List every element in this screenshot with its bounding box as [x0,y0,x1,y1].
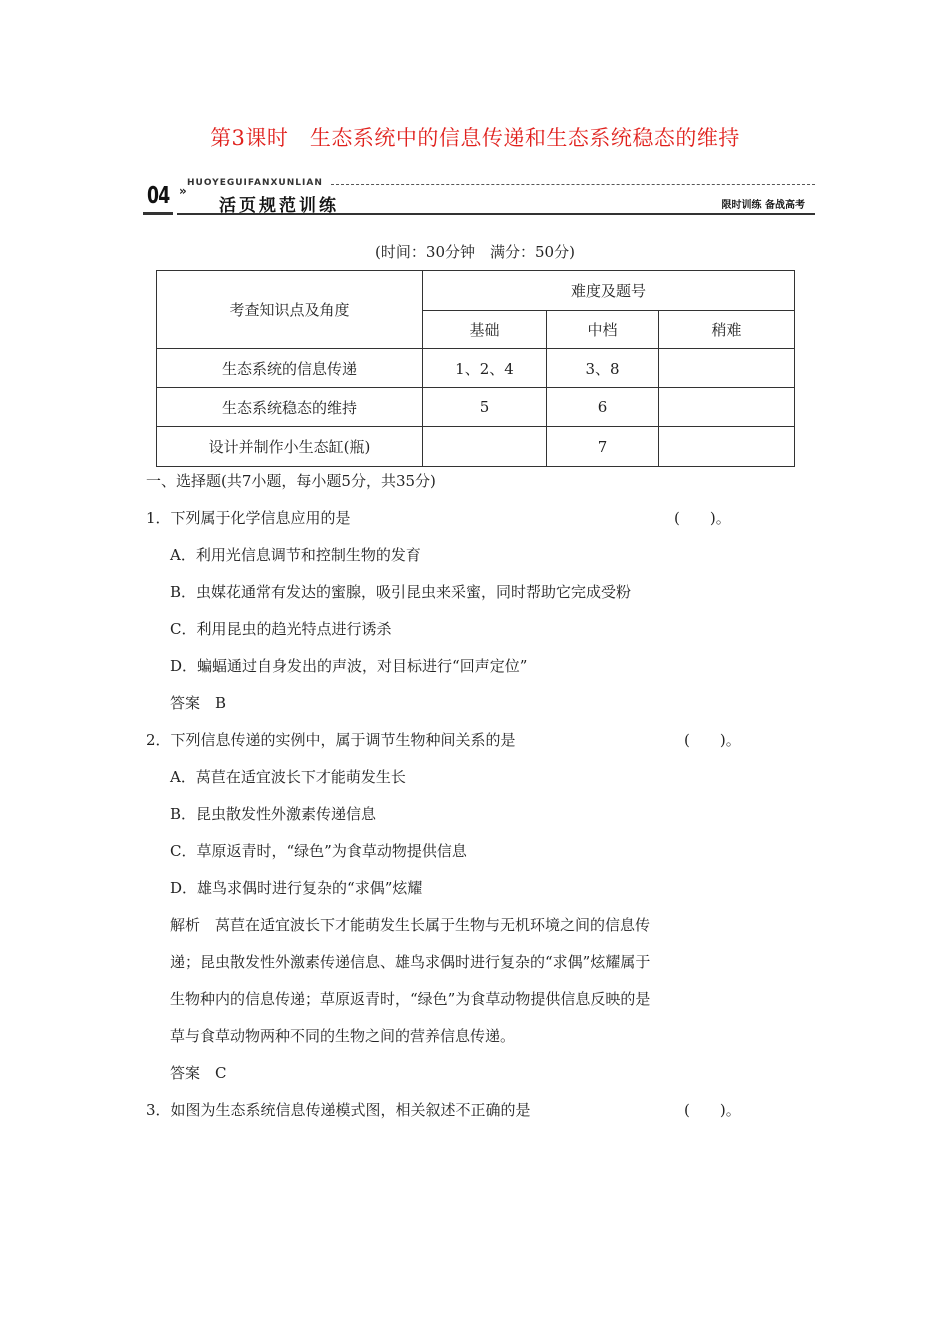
table-cell-basic [423,427,547,467]
table-cell-topic: 设计并制作小生态缸(瓶) [157,427,423,467]
banner-dashed-rule [331,184,815,185]
banner-rule [177,213,815,215]
question-1-option-d: D．蝙蝠通过自身发出的声波，对目标进行“回声定位” [170,657,528,675]
question-1-answer: 答案 B [170,694,227,712]
question-1-stem: 1．下列属于化学信息应用的是 [146,509,351,527]
table-cell-basic: 1、2、4 [423,349,547,388]
question-3-stem: 3．如图为生态系统信息传递模式图，相关叙述不正确的是 [146,1101,531,1119]
table-cell-topic: 生态系统稳态的维持 [157,388,423,427]
table-row [157,427,795,467]
question-2-stem: 2．下列信息传递的实例中，属于调节生物种间关系的是 [146,731,516,749]
table-cell-basic: 5 [423,388,547,427]
table-cell-topic: 生态系统的信息传递 [157,349,423,388]
question-2-bracket: ( )。 [684,731,741,749]
table-row [157,349,795,388]
table-level-basic: 基础 [423,311,547,349]
double-chevron-icon: » [179,184,187,198]
question-2-option-c: C．草原返青时，“绿色”为食草动物提供信息 [170,842,467,860]
question-1-option-c: C．利用昆虫的趋光特点进行诱杀 [170,620,392,638]
question-2-analysis-line: 递；昆虫散发性外激素传递信息、雄鸟求偶时进行复杂的“求偶”炫耀属于 [170,953,651,971]
question-1-option-a: A．利用光信息调节和控制生物的发育 [170,546,421,564]
table-cell-hard [659,349,795,388]
question-2-option-a: A．莴苣在适宜波长下才能萌发生长 [170,768,406,786]
table-cell-medium: 3、8 [547,349,659,388]
table-row [157,388,795,427]
table-header-knowledge: 考查知识点及角度 [157,271,423,349]
knowledge-table [156,270,795,467]
question-2-answer: 答案 C [170,1064,227,1082]
table-level-hard: 稍难 [659,311,795,349]
time-info: (时间：30分钟 满分：50分) [375,243,575,261]
question-2-analysis-line: 解析 莴苣在适宜波长下才能萌发生长属于生物与无机环境之间的信息传 [170,916,651,934]
table-cell-hard [659,388,795,427]
question-2-option-b: B．昆虫散发性外激素传递信息 [170,805,377,823]
page-title: 第3课时 生态系统中的信息传递和生态系统稳态的维持 [210,126,740,150]
section-banner [143,176,815,218]
table-cell-hard [659,427,795,467]
section-heading: 一、选择题(共7小题，每小题5分，共35分) [146,472,436,490]
banner-pinyin: HUOYEGUIFANXUNLIAN [187,178,323,188]
banner-tagline: 限时训练 备战高考 [721,200,805,211]
table-cell-medium: 7 [547,427,659,467]
question-3-bracket: ( )。 [684,1101,741,1119]
question-2-analysis-line: 草与食草动物两种不同的生物之间的营养信息传递。 [170,1027,516,1045]
table-cell-medium: 6 [547,388,659,427]
question-2-option-d: D．雄鸟求偶时进行复杂的“求偶”炫耀 [170,879,423,897]
table-level-medium: 中档 [547,311,659,349]
question-2-analysis-line: 生物种内的信息传递；草原返青时，“绿色”为食草动物提供信息反映的是 [170,990,651,1008]
banner-number: 04 [147,183,170,209]
banner-title: 活页规范训练 [219,196,339,216]
question-1-option-b: B．虫媒花通常有发达的蜜腺，吸引昆虫来采蜜，同时帮助它完成受粉 [170,583,632,601]
table-header-difficulty: 难度及题号 [423,271,795,311]
question-1-bracket: ( )。 [674,509,731,527]
